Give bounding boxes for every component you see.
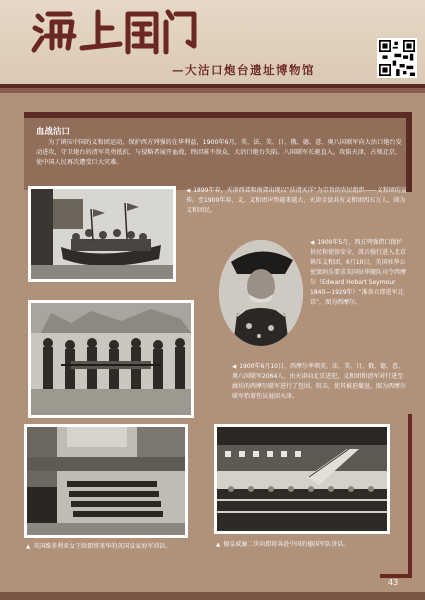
bottom-strip [0,592,425,600]
caption-boxers: ◀ 1899年春，天津西郊和南郊出现以“扶清灭洋”为宗旨的农民组织——义和团的宣传。至1900年春，义、义和团声势越来越大，天津全县共有义和团四五万人，围为义和团民。 [186,187,407,214]
caption-kaiser: ▲ 德皇威廉二世向即将奔赴中国的德国军队讲话。 [216,541,350,548]
qr-code-icon [377,38,417,78]
triangle-left-icon: ◀ [310,240,315,246]
triangle-up-icon: ▲ [216,542,221,548]
header-subtitle: —大沽口炮台遗址博物馆 [172,63,315,77]
intro-side-bar [406,112,412,192]
calligraphy-title [30,6,200,58]
intro-text: 为了镇压中国的义和团运动，保护西方列强的在华利益，1900年6月，英、法、美、日、俄、德、意、奥八国联军向大沽口炮台发动进攻，守卫炮台的清军英勇抵抗，与侵略者展开血战，终因寡不敌众，大沽口炮台失陷。八国联军长驱直入，攻陷天津，占领北京，使中国人民再次遭受巨大灾难。 [36,139,402,166]
caption-expedition: ◀ 1900年6月10日，西摩尔率领英、法、美、日、俄、德、意、奥八国联军2064人，由天津向北京进犯，义和团和清军对行进至廊坊的西摩尔联军进行了包围、阻击，使其被迫撤退，图为西摩尔联军抬着伤员退回天津。 [232,363,407,400]
page-number: 43 [388,578,399,587]
photo-german-troops [214,424,390,534]
header [0,0,425,90]
photo-seymour-expedition [28,300,194,418]
portrait-seymour [219,240,303,346]
triangle-left-icon: ◀ [232,364,237,370]
intro-title: 血战沽口 [36,127,71,137]
caption-seymour: ◀ 1900年5月，西方列强借口保护侨民和使馆安全，派兵强行进入北京镇压义和团，6月10日，英国驻华公使窦纳乐要求英国驻华舰队司令西摩尔（Edward Hobart Seymour 1840—1929年）“准备立即进军北京”，图为西摩尔。 [310,239,407,306]
photo-boxers-boat [28,186,176,282]
decorative-right-line [408,414,412,576]
header-band-lower [0,88,425,93]
triangle-up-icon: ▲ [26,544,31,550]
caption-marines: ▲ 英国维多利亚女王给即将来华的英国皇家海军训话。 [26,543,172,550]
triangle-left-icon: ◀ [186,188,191,194]
photo-british-marines [24,424,188,538]
